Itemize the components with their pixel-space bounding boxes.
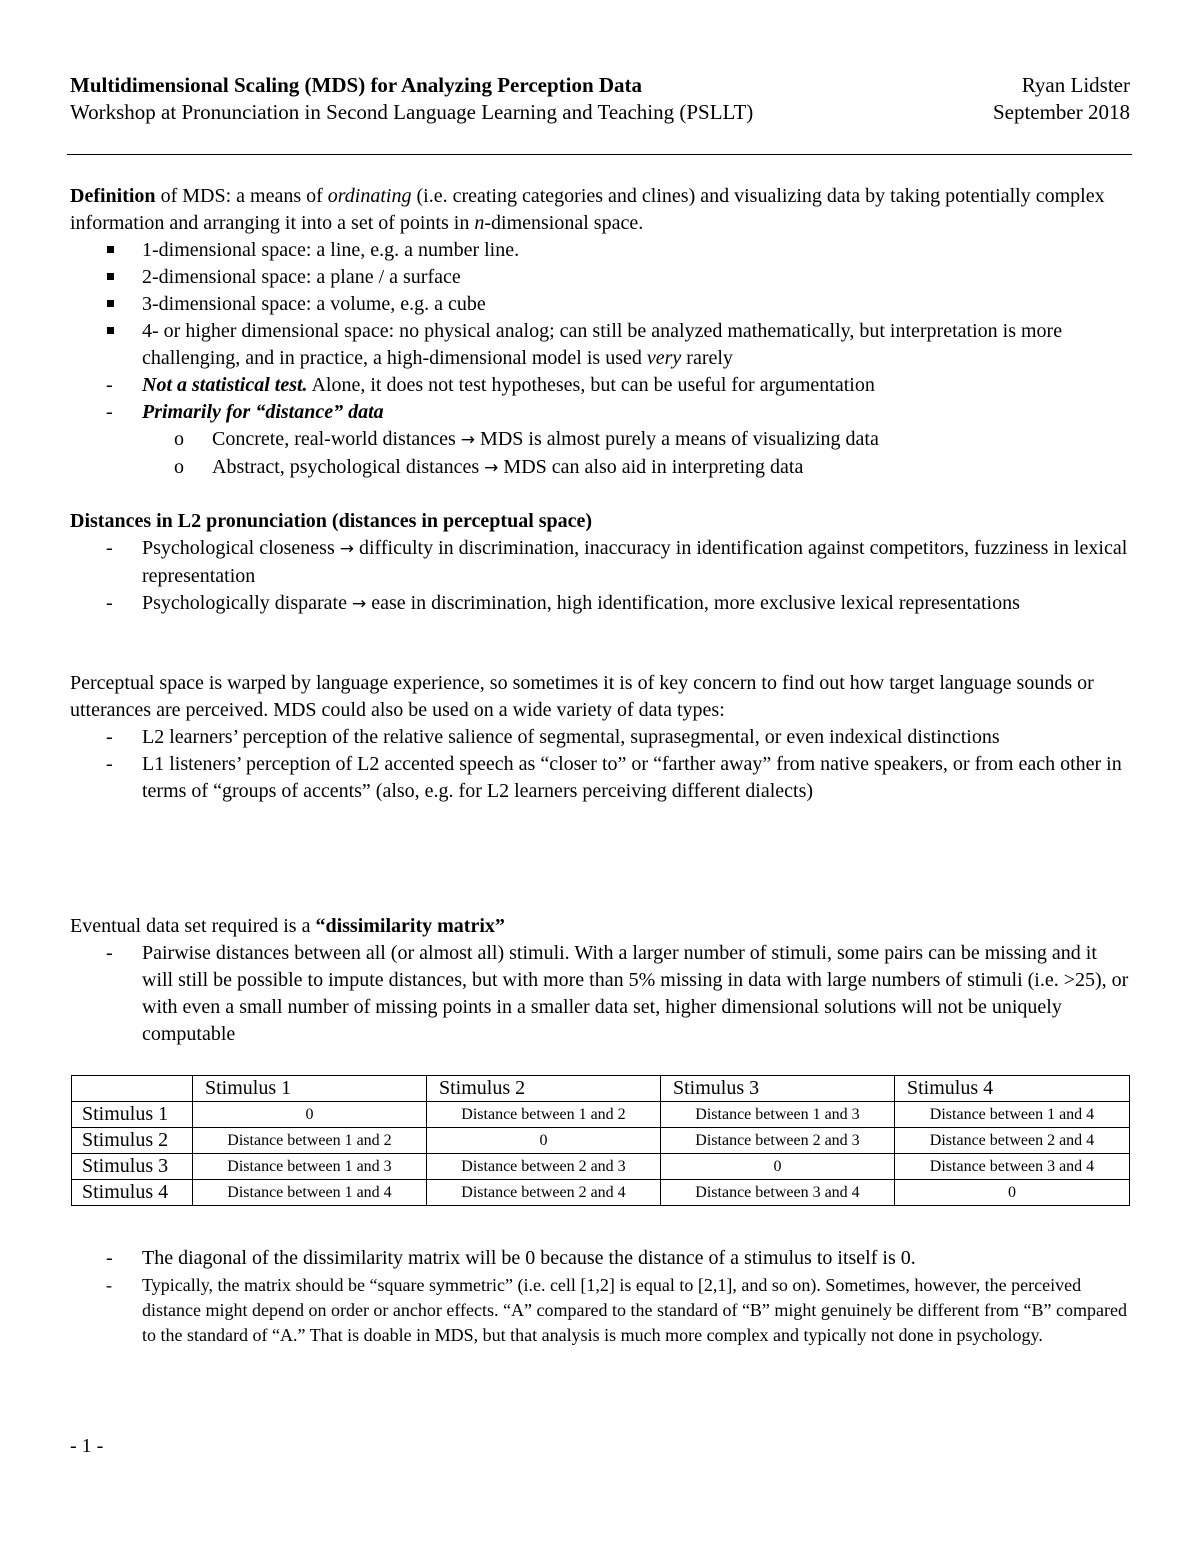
dissimilarity-term: “dissimilarity matrix” xyxy=(315,915,505,937)
arrow-right-icon: → xyxy=(484,458,499,478)
column-header: Stimulus 4 xyxy=(895,1076,1130,1102)
list-item: - Psychologically disparate → ease in discrimination, high identification, more exclusive lexical representations xyxy=(70,590,1132,618)
definition-term: Definition xyxy=(70,185,156,207)
table-row xyxy=(72,1102,1130,1128)
row-header: Stimulus 2 xyxy=(72,1128,193,1154)
table-cell: 0 xyxy=(661,1154,895,1180)
arrow-right-icon: → xyxy=(339,539,354,559)
table-row xyxy=(72,1128,1130,1154)
table-cell: 0 xyxy=(427,1128,661,1154)
definition-section xyxy=(70,183,1132,482)
page-number: - 1 - xyxy=(70,1435,104,1457)
workshop-subtitle: Workshop at Pronunciation in Second Language Learning and Teaching (PSLLT) xyxy=(70,100,754,124)
document-title: Multidimensional Scaling (MDS) for Analyzing Perception Data xyxy=(70,73,643,97)
list-item: - Psychological closeness → difficulty in discrimination, inaccuracy in identification against competitors, fuzziness in lexical representation xyxy=(70,535,1132,590)
list-item: 4- or higher dimensional space: no physical analog; can still be analyzed mathematically, but interpretation is more challenging, and in practice, a high-dimensional model is used very rarely xyxy=(70,318,1132,372)
table-cell: Distance between 1 and 4 xyxy=(193,1180,427,1206)
row-header: Stimulus 4 xyxy=(72,1180,193,1206)
list-item: - Typically, the matrix should be “square symmetric” (i.e. cell [1,2] is equal to [2,1], and so on). Sometimes, however, the perceived distance might depend on order or anchor effects. “A” compared to the standard of “B” might genuinely be different from “B” compared to the standard of “A.” That is doable in MDS, but that analysis is much more complex and typically not done in psychology. xyxy=(70,1273,1132,1348)
table-cell: Distance between 1 and 3 xyxy=(661,1102,895,1128)
table-row xyxy=(72,1154,1130,1180)
distances-section xyxy=(70,508,1132,618)
column-header xyxy=(72,1076,193,1102)
author-name: Ryan Lidster xyxy=(1021,73,1130,97)
table-cell: Distance between 1 and 4 xyxy=(895,1102,1130,1128)
definition-paragraph: Definition of MDS: a means of ordinating (i.e. creating categories and clines) and visualizing data by taking potentially complex information and arranging it into a set of points in n-dimensional space. xyxy=(70,185,1105,234)
list-item: 1-dimensional space: a line, e.g. a number line. xyxy=(70,237,1132,264)
list-item: - L1 listeners’ perception of L2 accented speech as “closer to” or “farther away” from native speakers, or from each other in terms of “groups of accents” (also, e.g. for L2 learners perceiving different dialects) xyxy=(70,751,1132,805)
list-item: - The diagonal of the dissimilarity matrix will be 0 because the distance of a stimulus to itself is 0. xyxy=(70,1245,1132,1272)
header-divider xyxy=(67,154,1132,155)
section-heading: Distances in L2 pronunciation (distances in perceptual space) xyxy=(70,510,593,532)
list-item: - Not a statistical test. Alone, it does not test hypotheses, but can be useful for argumentation xyxy=(70,372,1132,399)
table-cell: Distance between 2 and 4 xyxy=(427,1180,661,1206)
table-cell: 0 xyxy=(895,1180,1130,1206)
column-header: Stimulus 2 xyxy=(427,1076,661,1102)
table-cell: Distance between 2 and 3 xyxy=(661,1128,895,1154)
perceptual-paragraph: Perceptual space is warped by language experience, so sometimes it is of key concern to find out how target language sounds or utterances are perceived. MDS could also be used on a wide variety of data types: xyxy=(70,672,1094,721)
table-cell: 0 xyxy=(193,1102,427,1128)
table-cell: Distance between 1 and 2 xyxy=(193,1128,427,1154)
document-date: September 2018 xyxy=(992,100,1130,124)
row-header: Stimulus 3 xyxy=(72,1154,193,1180)
table-cell: Distance between 3 and 4 xyxy=(661,1180,895,1206)
arrow-right-icon: → xyxy=(351,594,367,614)
table-row xyxy=(72,1180,1130,1206)
table-cell: Distance between 2 and 4 xyxy=(895,1128,1130,1154)
list-item: 2-dimensional space: a plane / a surface xyxy=(70,264,1132,291)
table-cell: Distance between 1 and 2 xyxy=(427,1102,661,1128)
dimension-list xyxy=(70,237,1132,482)
dissimilarity-section: Eventual data set required is a “dissimilarity matrix” - Pairwise distances between all (or almost all) stimuli. With a larger number of stimuli, some pairs can be missing and it will still be possible to impute distances, but with more than 5% missing in data with large numbers of stimuli (i.e. >25), or with even a small number of missing points in a smaller data set, higher dimensional solutions will not be uniquely computable xyxy=(70,913,1132,1048)
perceptual-section xyxy=(70,670,1132,805)
list-item: o Concrete, real-world distances → MDS is almost purely a means of visualizing data xyxy=(70,426,1132,454)
list-item: o Abstract, psychological distances → MDS can also aid in interpreting data xyxy=(70,454,1132,482)
matrix-notes xyxy=(70,1245,1132,1348)
list-item: 3-dimensional space: a volume, e.g. a cube xyxy=(70,291,1132,318)
list-item: - Primarily for “distance” data xyxy=(70,399,1132,426)
list-item: - Pairwise distances between all (or almost all) stimuli. With a larger number of stimuli, some pairs can be missing and it will still be possible to impute distances, but with more than 5% missing in data with large numbers of stimuli (i.e. >25), or with even a small number of missing points in a smaller data set, higher dimensional solutions will not be uniquely computable xyxy=(70,940,1132,1048)
row-header: Stimulus 1 xyxy=(72,1102,193,1128)
column-header: Stimulus 3 xyxy=(661,1076,895,1102)
arrow-right-icon: → xyxy=(460,430,476,450)
table-cell: Distance between 3 and 4 xyxy=(895,1154,1130,1180)
table-cell: Distance between 2 and 3 xyxy=(427,1154,661,1180)
table-cell: Distance between 1 and 3 xyxy=(193,1154,427,1180)
table-header-row xyxy=(72,1076,1130,1102)
list-item: - L2 learners’ perception of the relative salience of segmental, suprasegmental, or even indexical distinctions xyxy=(70,724,1132,751)
dissimilarity-matrix-table xyxy=(71,1075,1130,1206)
column-header: Stimulus 1 xyxy=(193,1076,427,1102)
